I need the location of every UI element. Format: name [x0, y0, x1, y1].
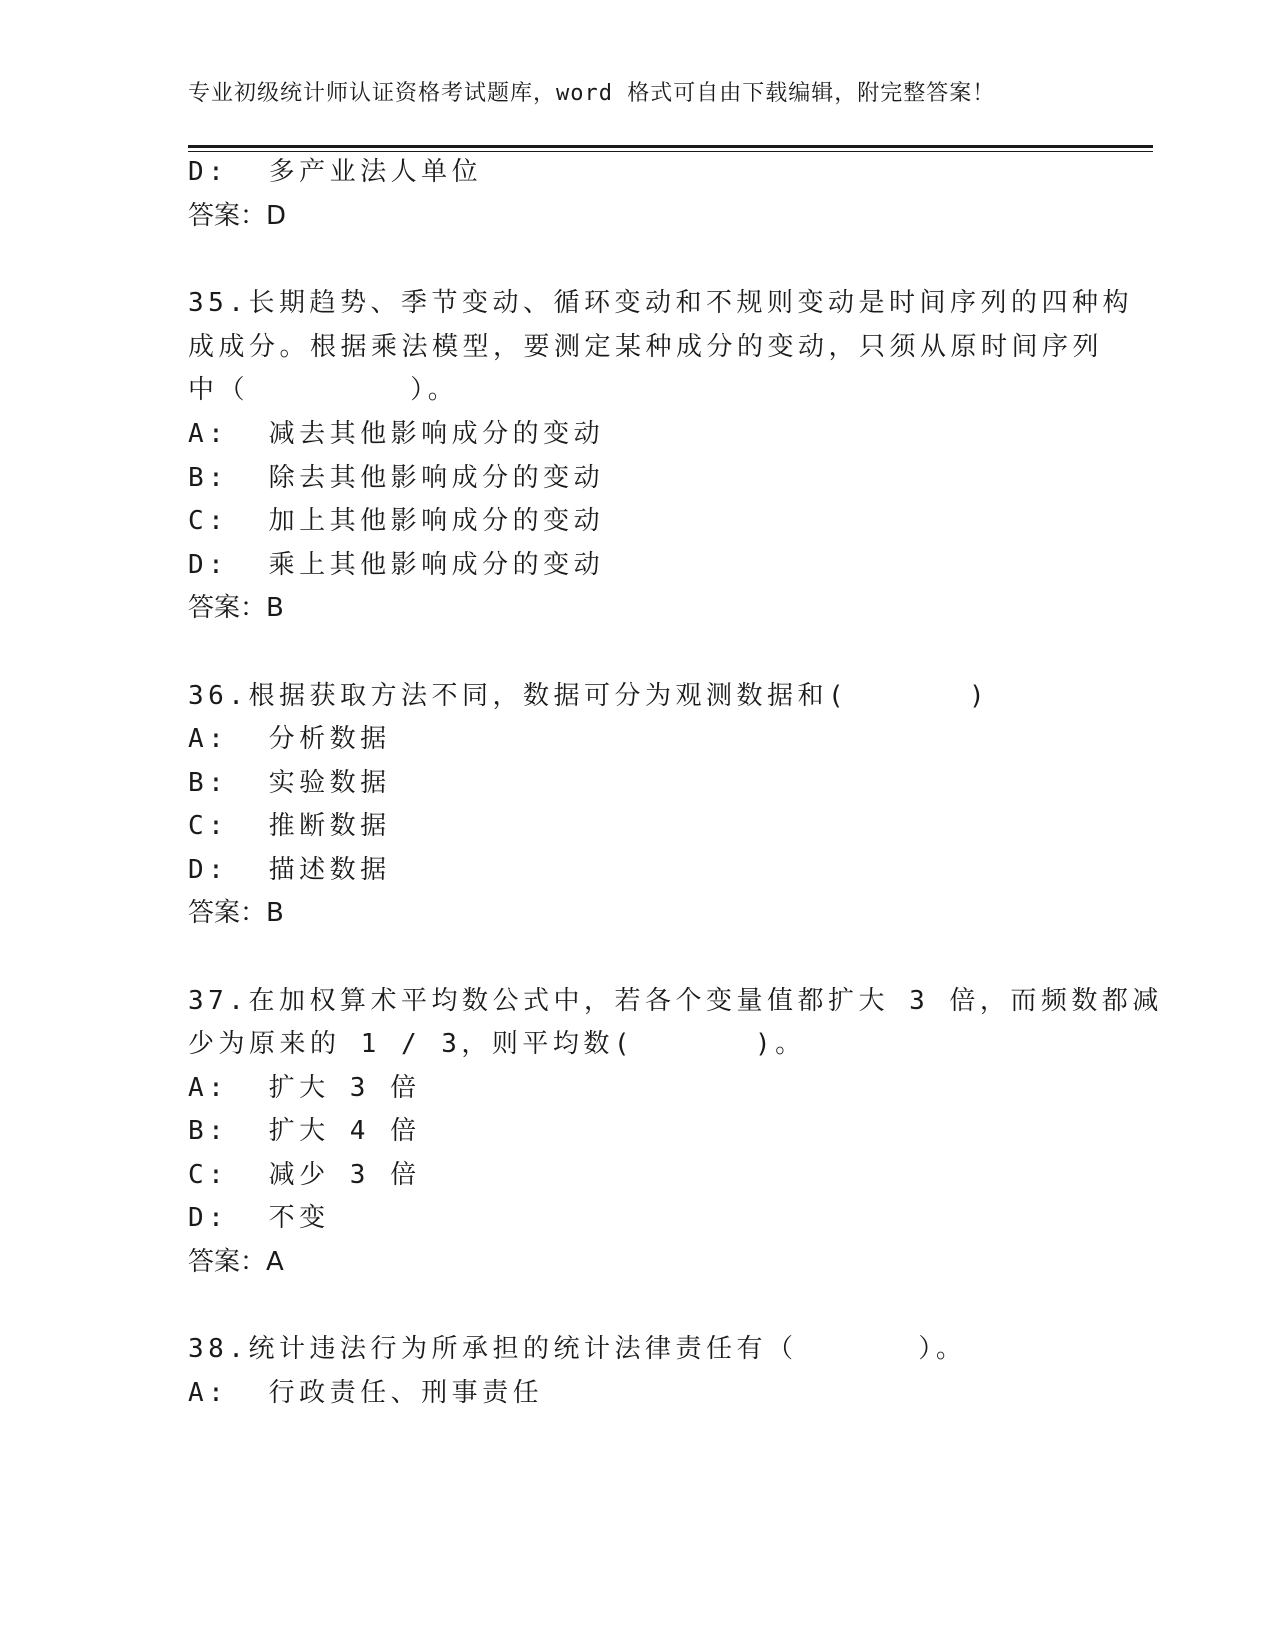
q35-question-line-2: 成成分。根据乘法模型，要测定某种成分的变动，只须从原时间序列 — [188, 332, 1104, 362]
q37-question-line-1: 37.在加权算术平均数公式中，若各个变量值都扩大 3 倍，而频数都减 — [188, 986, 1163, 1016]
q37-option-d: D: 不变 — [188, 1203, 330, 1233]
q37-question-line-2: 少为原来的 1 / 3，则平均数( )。 — [188, 1029, 806, 1059]
q35-question-line-3: 中（ ）。 — [188, 375, 459, 405]
q35-option-c: C: 加上其他影响成分的变动 — [188, 506, 605, 536]
q35-option-d: D: 乘上其他影响成分的变动 — [188, 550, 605, 580]
q38-option-a: A: 行政责任、刑事责任 — [188, 1378, 544, 1408]
q35-option-a: A: 减去其他影响成分的变动 — [188, 419, 605, 449]
q37-option-a: A: 扩大 3 倍 — [188, 1073, 421, 1103]
q38-question-line-1: 38.统计违法行为所承担的统计法律责任有（ ）。 — [188, 1334, 967, 1364]
q34-answer: 答案：D — [188, 201, 287, 231]
q35-question-line-1: 35.长期趋势、季节变动、循环变动和不规则变动是时间序列的四种构 — [188, 288, 1133, 318]
q35-answer: 答案：B — [188, 593, 284, 623]
header-rule-thick — [188, 145, 1153, 148]
q36-option-b: B: 实验数据 — [188, 768, 391, 798]
page-header-text: 专业初级统计师认证资格考试题库，word 格式可自由下载编辑，附完整答案！ — [188, 81, 996, 106]
q34-option-d: D: 多产业法人单位 — [188, 157, 483, 187]
q37-option-c: C: 减少 3 倍 — [188, 1160, 421, 1190]
header-rule-thin — [188, 151, 1153, 152]
q36-option-a: A: 分析数据 — [188, 724, 391, 754]
q36-question-line-1: 36.根据获取方法不同，数据可分为观测数据和( ) — [188, 681, 990, 711]
q37-answer: 答案：A — [188, 1247, 284, 1277]
q37-option-b: B: 扩大 4 倍 — [188, 1116, 421, 1146]
q35-option-b: B: 除去其他影响成分的变动 — [188, 463, 605, 493]
q36-option-d: D: 描述数据 — [188, 855, 391, 885]
q36-answer: 答案：B — [188, 898, 284, 928]
q36-option-c: C: 推断数据 — [188, 811, 391, 841]
